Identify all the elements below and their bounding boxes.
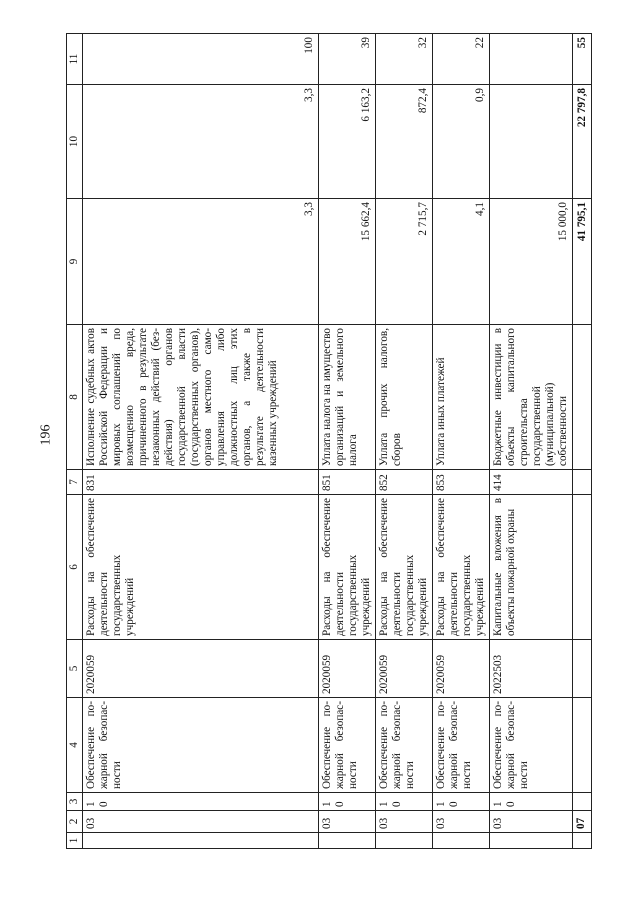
cell-section: 03 <box>433 811 490 833</box>
total-percent: 55 <box>573 34 592 85</box>
cell-target-code: 2020059 <box>83 640 319 698</box>
cell-target-code: 2022503 <box>490 640 573 698</box>
column-number: 11 <box>67 34 83 85</box>
cell-subsection: 10 <box>319 793 376 811</box>
cell-expense-code: 851 <box>319 470 376 495</box>
cell-actual-amount: 0,9 <box>433 85 490 199</box>
column-number: 8 <box>67 325 83 470</box>
cell-actual-amount: 872,4 <box>376 85 433 199</box>
table-row <box>490 34 573 849</box>
cell-actual-amount: 3,3 <box>83 85 319 199</box>
column-number: 4 <box>67 698 83 793</box>
cell-target-name: Расходы на обеспечение деятельности государственных учреждений <box>376 495 433 640</box>
cell-section: 03 <box>319 811 376 833</box>
table-row <box>83 34 319 849</box>
cell-subsection: 10 <box>433 793 490 811</box>
cell-target-name: Расходы на обеспечение деятельности государственных учреждений <box>433 495 490 640</box>
cell-expense-name: Уплата налога на имущество организаций и земельного налога <box>319 325 376 470</box>
cell-target-code: 2020059 <box>433 640 490 698</box>
column-number: 3 <box>67 793 83 811</box>
total-plan-amount: 41 795,1 <box>573 199 592 325</box>
cell-actual-amount <box>490 85 573 199</box>
table-row <box>433 34 490 849</box>
cell-target-name: Расходы на обеспечение деятельности государственных учреждений <box>319 495 376 640</box>
cell-col1 <box>490 833 573 849</box>
cell-section: 07 <box>573 811 592 833</box>
cell-subsection-name: Обеспечение пожарной безопасности <box>319 698 376 793</box>
column-number: 2 <box>67 811 83 833</box>
cell-col1 <box>83 833 319 849</box>
cell-section: 03 <box>490 811 573 833</box>
cell-col1 <box>376 833 433 849</box>
cell-plan-amount: 2 715,7 <box>376 199 433 325</box>
cell-subsection-name: Обеспечение пожарной безопасности <box>490 698 573 793</box>
page-number: 196 <box>38 424 54 446</box>
cell-target-name: Капитальные вложения в объекты пожарной охраны <box>490 495 573 640</box>
column-number: 10 <box>67 85 83 199</box>
cell-subsection-name: Обеспечение пожарной безопасности <box>376 698 433 793</box>
cell-expense-name: Бюджетные инвестиции в объекты капитального строительства государственной (муниципальной) собственности <box>490 325 573 470</box>
cell-expense-code: 831 <box>83 470 319 495</box>
column-number: 6 <box>67 495 83 640</box>
empty-cell <box>573 793 592 811</box>
cell-col1 <box>319 833 376 849</box>
budget-table <box>66 33 592 849</box>
cell-target-name: Расходы на обеспечение деятельности государственных учреждений <box>83 495 319 640</box>
cell-subsection: 10 <box>376 793 433 811</box>
rotated-table-container <box>66 34 607 849</box>
total-actual-amount: 22 797,8 <box>573 85 592 199</box>
column-number: 9 <box>67 199 83 325</box>
cell-percent: 100 <box>83 34 319 85</box>
total-row <box>573 34 592 849</box>
cell-expense-code: 852 <box>376 470 433 495</box>
cell-expense-code: 414 <box>490 470 573 495</box>
cell-expense-code: 853 <box>433 470 490 495</box>
cell-percent <box>490 34 573 85</box>
empty-cell <box>573 698 592 793</box>
cell-percent: 22 <box>433 34 490 85</box>
cell-plan-amount: 3,3 <box>83 199 319 325</box>
cell-actual-amount: 6 163,2 <box>319 85 376 199</box>
empty-cell <box>573 325 592 470</box>
cell-percent: 39 <box>319 34 376 85</box>
cell-target-code: 2020059 <box>319 640 376 698</box>
cell-subsection: 10 <box>83 793 319 811</box>
column-number: 5 <box>67 640 83 698</box>
cell-subsection: 10 <box>490 793 573 811</box>
cell-percent: 32 <box>376 34 433 85</box>
empty-cell <box>573 470 592 495</box>
cell-target-code: 2020059 <box>376 640 433 698</box>
cell-subsection-name: Обеспечение пожарной безопасности <box>433 698 490 793</box>
cell-subsection-name: Обеспечение пожарной безопасности <box>83 698 319 793</box>
table-row <box>319 34 376 849</box>
cell-expense-name: Уплата иных платежей <box>433 325 490 470</box>
cell-plan-amount: 4,1 <box>433 199 490 325</box>
cell-plan-amount: 15 000,0 <box>490 199 573 325</box>
column-number: 1 <box>67 833 83 849</box>
cell-plan-amount: 15 662,4 <box>319 199 376 325</box>
cell-section: 03 <box>376 811 433 833</box>
cell-col1 <box>433 833 490 849</box>
cell-section: 03 <box>83 811 319 833</box>
cell-expense-name: Исполнение судебных актов Российской Федерации и мировых соглашений по возмещению вреда, причиненного в результате незаконных действий (бездействия) органов государственной власти (государственных органов), органов местного самоуправления либо должностных лиц этих органов, а также в результате деятельности казенных учреждений <box>83 325 319 470</box>
column-number: 7 <box>67 470 83 495</box>
empty-cell <box>573 495 592 640</box>
cell-expense-name: Уплата прочих налогов, сборов <box>376 325 433 470</box>
empty-cell <box>573 640 592 698</box>
table-row <box>376 34 433 849</box>
column-number-row <box>67 34 83 849</box>
cell-col1 <box>573 833 592 849</box>
